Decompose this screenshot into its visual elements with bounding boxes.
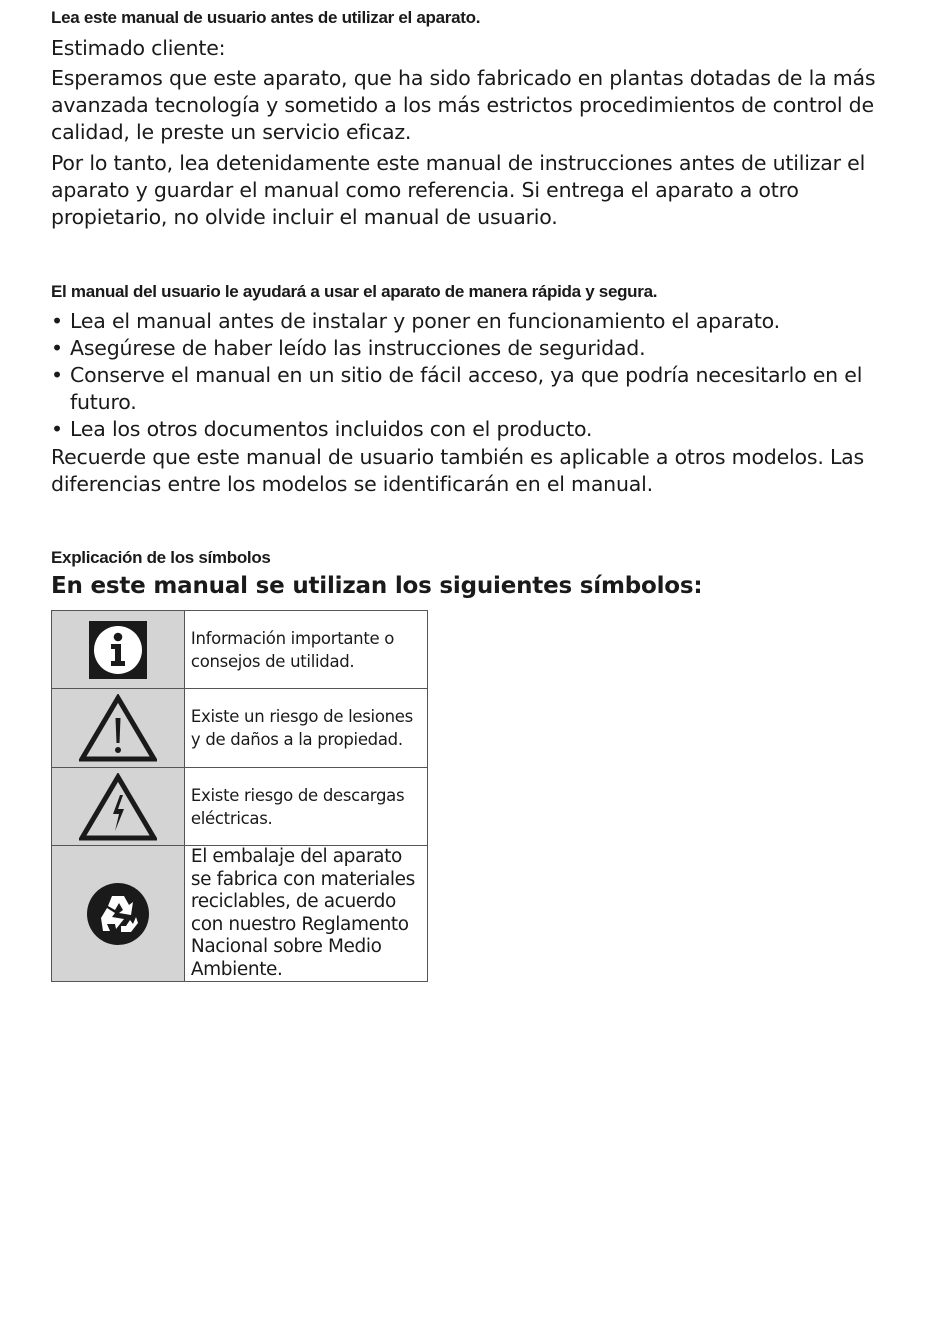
heading-read-manual: Lea este manual de usuario antes de utilizar el aparato. xyxy=(51,8,481,27)
bullet-text: Lea los otros documentos incluidos con el producto. xyxy=(70,417,593,441)
warning-icon xyxy=(79,694,157,762)
info-icon xyxy=(89,621,147,679)
bullet-list xyxy=(51,308,911,443)
symbol-icon-cell xyxy=(52,689,185,768)
electric-shock-icon xyxy=(79,773,157,841)
table-row xyxy=(52,768,428,846)
table-row xyxy=(52,846,428,982)
intro-paragraph: Esperamos que este aparato, que ha sido fabricado en plantas dotadas de la más avanzada tecnología y sometido a los más estrictos procedimientos de control de calidad, le preste un servicio eficaz. xyxy=(51,66,876,144)
models-note-paragraph: Recuerde que este manual de usuario también es aplicable a otros modelos. Las diferencias entre los modelos se identificarán en el manual. xyxy=(51,445,865,496)
recycle-icon xyxy=(86,882,150,946)
symbol-description: Información importante o consejos de utilidad. xyxy=(184,611,427,689)
list-item xyxy=(51,308,911,335)
bullet-mark: • xyxy=(51,363,63,387)
greeting: Estimado cliente: xyxy=(51,36,226,60)
symbol-icon-cell xyxy=(52,846,185,982)
table-row xyxy=(52,611,428,689)
list-item xyxy=(51,335,911,362)
heading-symbols-used: En este manual se utilizan los siguientes símbolos: xyxy=(51,573,703,599)
symbol-icon-cell xyxy=(52,611,185,689)
symbol-description: Existe un riesgo de lesiones y de daños a la propiedad. xyxy=(184,689,427,768)
bullet-mark: • xyxy=(51,309,63,333)
bullet-text: Conserve el manual en un sitio de fácil acceso, ya que podría necesitarlo en el futuro. xyxy=(70,363,863,414)
list-item xyxy=(51,416,911,443)
list-item xyxy=(51,362,911,416)
bullet-text: Asegúrese de haber leído las instrucciones de seguridad. xyxy=(70,336,646,360)
bullet-mark: • xyxy=(51,417,63,441)
read-manual-paragraph: Por lo tanto, lea detenidamente este manual de instrucciones antes de utilizar el aparato y guardar el manual como referencia. Si entrega el aparato a otro propietario, no olvide incluir el manual de usuario. xyxy=(51,151,866,229)
bullet-text: Lea el manual antes de instalar y poner en funcionamiento el aparato. xyxy=(70,309,780,333)
table-row xyxy=(52,689,428,768)
heading-symbols-explanation: Explicación de los símbolos xyxy=(51,548,271,567)
symbols-table xyxy=(51,610,428,982)
symbol-icon-cell xyxy=(52,768,185,846)
symbol-description: El embalaje del aparato se fabrica con materiales reciclables, de acuerdo con nuestro Reglamento Nacional sobre Medio Ambiente. xyxy=(184,846,427,982)
heading-manual-help: El manual del usuario le ayudará a usar el aparato de manera rápida y segura. xyxy=(51,282,658,301)
symbol-description: Existe riesgo de descargas eléctricas. xyxy=(184,768,427,846)
bullet-mark: • xyxy=(51,336,63,360)
